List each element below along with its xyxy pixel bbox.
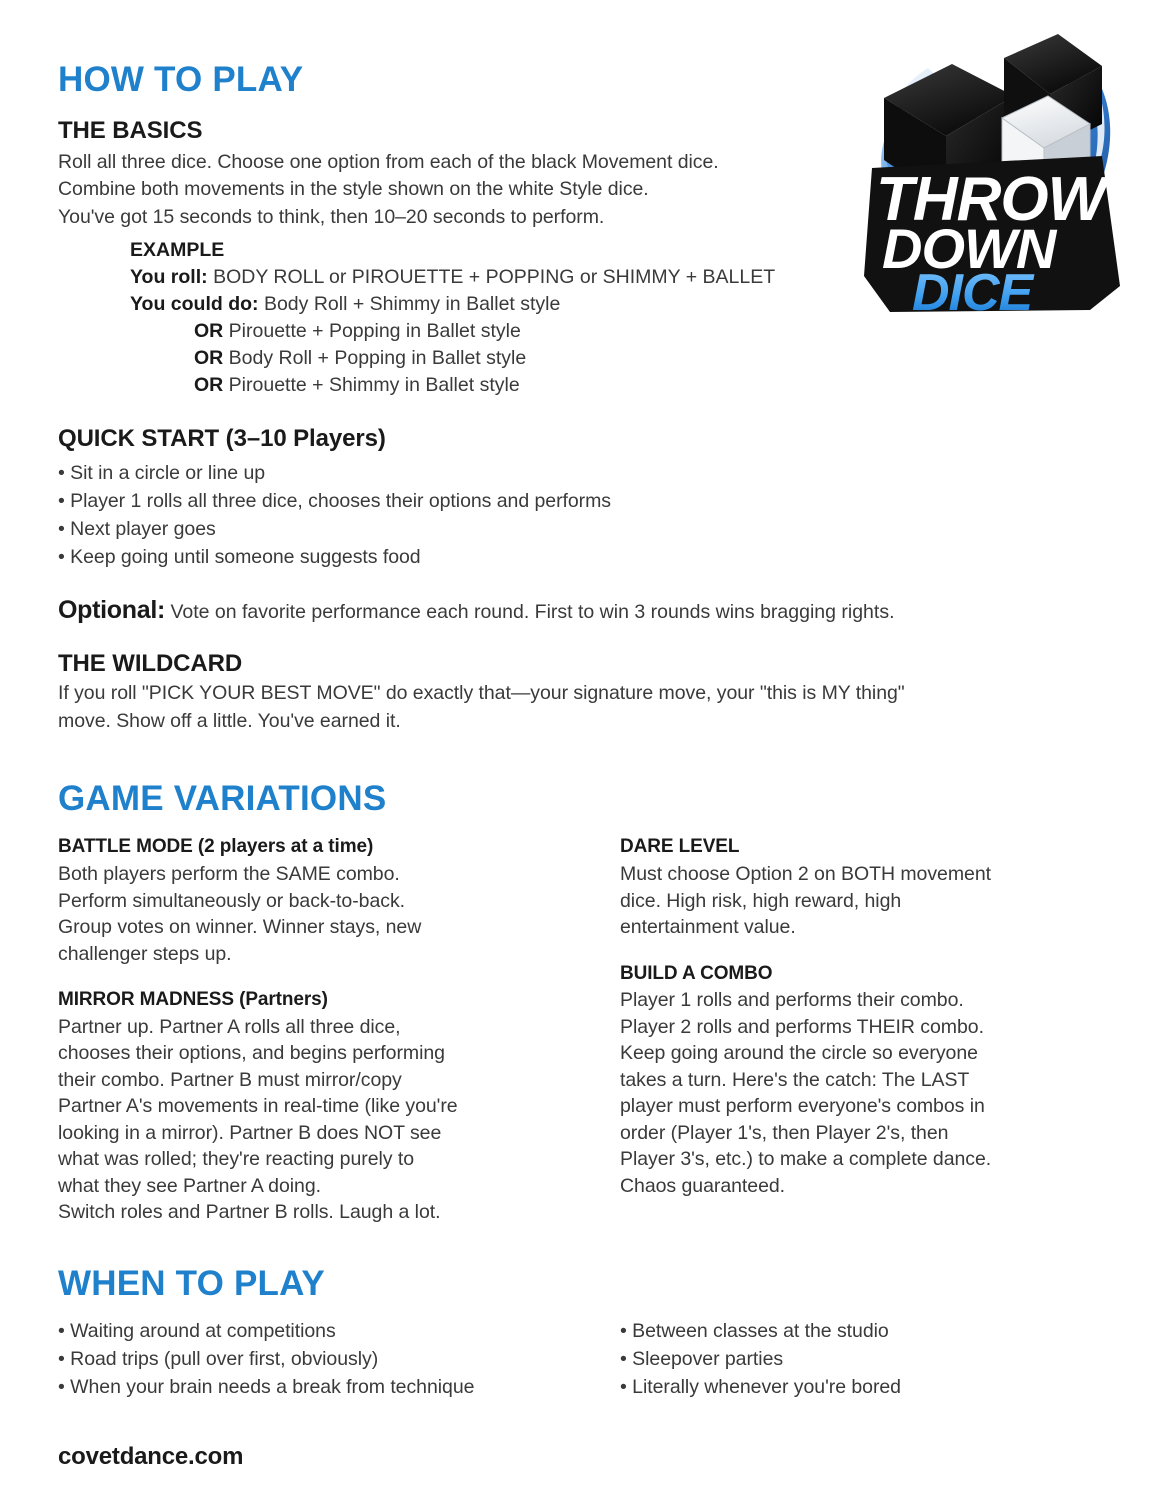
logo-word-throw: THROW [876,165,1106,234]
build-a-combo-line: order (Player 1's, then Player 2's, then [620,1121,949,1144]
example-you-could-do [130,291,1100,318]
dare-level-line: entertainment value. [620,916,796,939]
logo-word-dice: DICE [912,264,1033,316]
mirror-madness-line: their combo. Partner B must mirror/copy [58,1068,402,1091]
wildcard-block [58,650,1100,736]
basics-line: You've got 15 seconds to think, then 10–20 seconds to perform. [58,205,605,228]
when-to-play-left-column [58,1317,620,1401]
you-roll-value: BODY ROLL or PIROUETTE + POPPING or SHIMMY + BALLET [213,266,776,289]
quick-start-heading: QUICK START (3–10 Players) [58,425,386,453]
bullet-glyph: • [58,1375,65,1398]
list-item [58,515,1100,543]
list-item-label: Player 1 rolls all three dice, chooses their options and performs [70,489,612,512]
list-item [620,1345,1090,1373]
variation-build-a-combo [620,963,1090,1200]
list-item [58,1317,620,1345]
list-item [58,1373,620,1401]
optional-note [58,597,1100,626]
list-item-label: Next player goes [70,517,216,540]
basics-line: Combine both movements in the style shown on the white Style dice. [58,178,649,201]
alternative-text: Body Roll + Popping in Ballet style [228,347,527,370]
mirror-madness-line: chooses their options, and begins performing [58,1042,445,1065]
when-to-play-title: WHEN TO PLAY [58,1263,325,1303]
bullet-glyph: • [58,517,65,540]
build-a-combo-line: takes a turn. Here's the catch: The LAST [620,1068,970,1091]
dare-level-heading: DARE LEVEL [620,836,740,858]
when-to-play-section [58,1263,1100,1401]
build-a-combo-line: Keep going around the circle so everyone [620,1042,978,1065]
example-alternative [194,372,1100,399]
variation-mirror-madness [58,989,620,1226]
you-roll-label: You roll: [130,266,208,289]
variation-dare-level [620,836,1090,940]
build-a-combo-line: Player 2 rolls and performs THEIR combo. [620,1015,984,1038]
battle-mode-line: Both players perform the SAME combo. [58,863,400,886]
list-item [58,487,1100,515]
how-to-play-section [58,62,1100,735]
bullet-glyph: • [58,461,65,484]
or-label: OR [194,320,224,343]
bullet-glyph: • [620,1319,627,1342]
the-basics-block [58,117,1100,399]
bullet-glyph: • [58,1347,65,1370]
example-heading: EXAMPLE [130,239,225,262]
list-item-label: When your brain needs a break from technique [70,1375,475,1398]
wildcard-line: If you roll "PICK YOUR BEST MOVE" do exactly that—your signature move, your "this is MY thing" [58,682,905,705]
optional-label: Optional: [58,595,166,624]
variation-battle-mode [58,836,620,967]
example-you-roll [130,264,1100,291]
game-variations-title: GAME VARIATIONS [58,779,387,819]
build-a-combo-line: player must perform everyone's combos in [620,1095,985,1118]
example-alternative [194,345,1100,372]
bullet-glyph: • [620,1347,627,1370]
list-item [620,1317,1090,1345]
when-to-play-columns [58,1317,1100,1401]
battle-mode-line: Perform simultaneously or back-to-back. [58,889,406,912]
mirror-madness-line: looking in a mirror). Partner B does NOT see [58,1121,442,1144]
mirror-madness-line: what they see Partner A doing. [58,1174,322,1197]
list-item [58,543,1100,571]
list-item-label: Between classes at the studio [632,1319,889,1342]
variations-left-column [58,836,620,1226]
wildcard-heading: THE WILDCARD [58,649,243,677]
dare-level-line: dice. High risk, high reward, high [620,889,902,912]
bullet-glyph: • [58,489,65,512]
or-label: OR [194,374,224,397]
list-item-label: Road trips (pull over first, obviously) [70,1347,379,1370]
list-item-label: Sit in a circle or line up [70,461,266,484]
when-to-play-right-column [620,1317,1090,1401]
quick-start-block [58,425,1100,571]
battle-mode-heading: BATTLE MODE (2 players at a time) [58,836,374,858]
bullet-glyph: • [620,1375,627,1398]
build-a-combo-heading: BUILD A COMBO [620,962,773,984]
example-block [130,237,1100,399]
build-a-combo-line: Chaos guaranteed. [620,1174,786,1197]
mirror-madness-line: Partner A's movements in real-time (like you're [58,1095,458,1118]
build-a-combo-line: Player 3's, etc.) to make a complete dance. [620,1148,992,1171]
bullet-glyph: • [58,545,65,568]
mirror-madness-line: what was rolled; they're reacting purely to [58,1148,415,1171]
alternative-text: Pirouette + Shimmy in Ballet style [228,374,520,397]
you-could-do-value: Body Roll + Shimmy in Ballet style [263,293,561,316]
list-item [620,1373,1090,1401]
page-title: HOW TO PLAY [58,60,304,99]
you-could-do-label: You could do: [130,293,259,316]
list-item-label: Waiting around at competitions [70,1319,336,1342]
list-item [58,1345,620,1373]
variations-right-column [620,836,1090,1226]
battle-mode-line: challenger steps up. [58,942,232,965]
the-basics-heading: THE BASICS [58,117,203,144]
example-alternative [194,318,1100,345]
list-item [58,459,1100,487]
list-item-label: Keep going until someone suggests food [70,545,421,568]
dare-level-line: Must choose Option 2 on BOTH movement [620,863,991,886]
footer-website[interactable]: covetdance.com [58,1442,244,1470]
optional-text: Vote on favorite performance each round. First to win 3 rounds wins bragging rights. [170,600,895,623]
basics-line: Roll all three dice. Choose one option from each of the black Movement dice. [58,150,719,173]
alternative-text: Pirouette + Popping in Ballet style [228,320,521,343]
game-variations-section [58,781,1100,1226]
variations-columns [58,836,1100,1226]
or-label: OR [194,347,224,370]
mirror-madness-line: Partner up. Partner A rolls all three dice, [58,1015,401,1038]
mirror-madness-line: Switch roles and Partner B rolls. Laugh a lot. [58,1201,441,1224]
build-a-combo-line: Player 1 rolls and performs their combo. [620,989,964,1012]
battle-mode-line: Group votes on winner. Winner stays, new [58,916,422,939]
list-item-label: Literally whenever you're bored [632,1375,901,1398]
logo-word-down: DOWN [882,217,1056,280]
list-item-label: Sleepover parties [632,1347,784,1370]
wildcard-line: move. Show off a little. You've earned it. [58,709,401,732]
mirror-madness-heading: MIRROR MADNESS (Partners) [58,989,328,1011]
bullet-glyph: • [58,1319,65,1342]
